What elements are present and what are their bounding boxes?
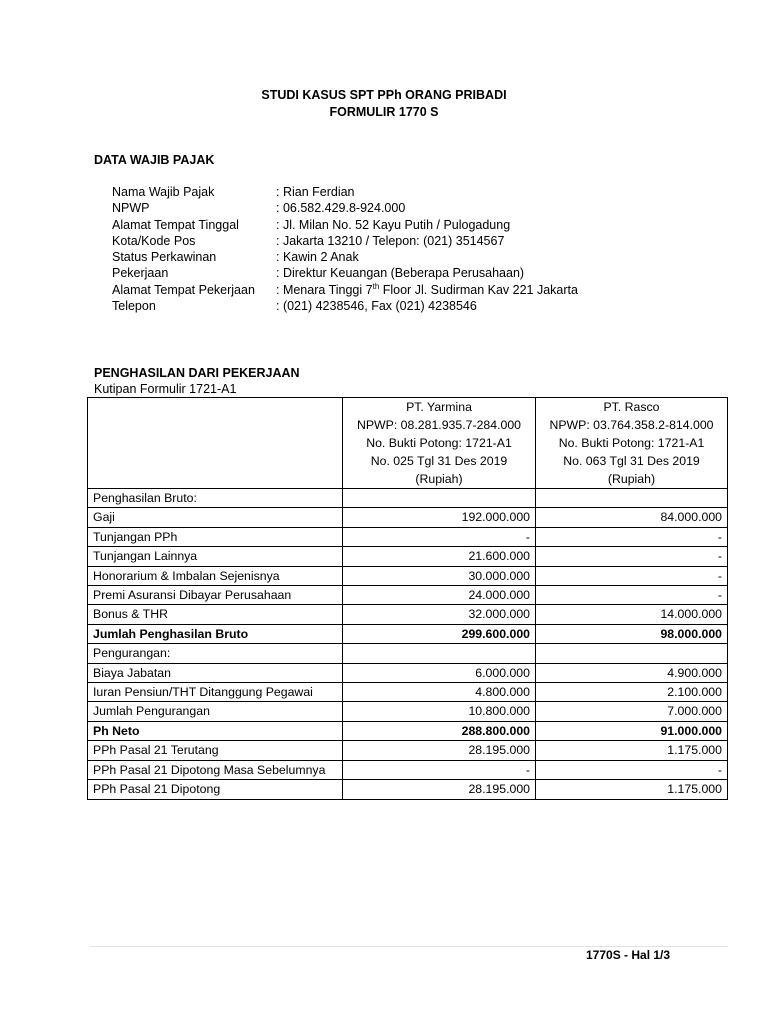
row-value-rasco: 98.000.000 [536, 624, 728, 643]
row-label: Penghasilan Bruto: [88, 489, 343, 508]
header-date: No. 025 Tgl 31 Des 2019 [370, 454, 508, 468]
header-unit: (Rupiah) [607, 472, 656, 486]
info-label: Kota/Kode Pos [112, 233, 196, 248]
info-value: : Rian Ferdian [276, 185, 355, 199]
table-row [88, 566, 728, 585]
row-value-yarmina: 32.000.000 [343, 605, 536, 624]
info-row-kota [112, 233, 578, 249]
row-label: Jumlah Penghasilan Bruto [88, 624, 343, 643]
table-row [88, 760, 728, 779]
row-value-yarmina: - [343, 760, 536, 779]
document-title: STUDI KASUS SPT PPh ORANG PRIBADI [261, 88, 507, 102]
table-row [88, 741, 728, 760]
row-value-rasco: 91.000.000 [536, 721, 728, 740]
row-value-rasco: 2.100.000 [536, 683, 728, 702]
row-label: Ph Neto [88, 721, 343, 740]
row-label: Jumlah Pengurangan [88, 702, 343, 721]
info-label: Alamat Tempat Tinggal [112, 217, 239, 232]
table-row [88, 527, 728, 546]
row-label: Tunjangan Lainnya [88, 547, 343, 566]
header-cell-yarmina [343, 398, 536, 489]
row-value-rasco [536, 644, 728, 663]
info-label: Status Perkawinan [112, 250, 217, 265]
info-value: : (021) 4238546, Fax (021) 4238546 [276, 299, 477, 314]
table-row [88, 644, 728, 663]
income-subheading: Kutipan Formulir 1721-A1 [94, 382, 237, 396]
row-value-yarmina [343, 489, 536, 508]
info-label: Alamat Tempat Pekerjaan [112, 282, 255, 297]
row-label: Tunjangan PPh [88, 527, 343, 546]
row-label: Pengurangan: [88, 644, 343, 663]
row-value-yarmina: - [343, 527, 536, 546]
table-row-total [88, 721, 728, 740]
info-value: : Kawin 2 Anak [276, 250, 359, 265]
row-label: Iuran Pensiun/THT Ditanggung Pegawai [88, 683, 343, 702]
header-npwp: NPWP: 03.764.358.2-814.000 [549, 418, 714, 432]
ordinal-suffix: th [372, 281, 380, 291]
row-value-yarmina: 30.000.000 [343, 566, 536, 585]
row-label: PPh Pasal 21 Terutang [88, 741, 343, 760]
header-company: PT. Yarmina [406, 400, 472, 414]
footer-divider [90, 946, 728, 947]
info-row-alamat [112, 217, 578, 233]
header-npwp: NPWP: 08.281.935.7-284.000 [356, 418, 522, 432]
header-bukti: No. Bukti Potong: 1721-A1 [366, 436, 512, 450]
row-value-yarmina: 4.800.000 [343, 683, 536, 702]
info-value: : 06.582.429.8-924.000 [276, 201, 406, 216]
table-row [88, 586, 728, 605]
header-empty-cell [88, 398, 343, 489]
row-value-yarmina [343, 644, 536, 663]
info-label: Telepon [112, 299, 156, 314]
info-label: Pekerjaan [112, 266, 169, 281]
row-value-yarmina: 288.800.000 [343, 721, 536, 740]
info-row-pekerjaan [112, 265, 578, 281]
table-row-total [88, 624, 728, 643]
table-row [88, 780, 728, 799]
page-footer: 1770S - Hal 1/3 [586, 948, 671, 962]
row-value-rasco: 4.900.000 [536, 663, 728, 682]
row-value-rasco: - [536, 547, 728, 566]
row-label: Honorarium & Imbalan Sejenisnya [88, 566, 343, 585]
info-row-npwp [112, 200, 578, 216]
row-value-rasco: 14.000.000 [536, 605, 728, 624]
header-company: PT. Rasco [603, 400, 660, 414]
row-value-rasco: - [536, 527, 728, 546]
info-row-telepon [112, 298, 578, 314]
table-row [88, 663, 728, 682]
row-value-rasco: 7.000.000 [536, 702, 728, 721]
row-value-yarmina: 299.600.000 [343, 624, 536, 643]
info-value: : Direktur Keuangan (Beberapa Perusahaan) [276, 266, 525, 281]
table-row [88, 702, 728, 721]
info-row-status [112, 249, 578, 265]
row-label: Gaji [88, 508, 343, 527]
row-value-rasco: - [536, 760, 728, 779]
document-subtitle: FORMULIR 1770 S [329, 105, 439, 119]
row-value-yarmina: 6.000.000 [343, 663, 536, 682]
row-value-rasco: - [536, 586, 728, 605]
table-row [88, 547, 728, 566]
wp-heading: DATA WAJIB PAJAK [94, 153, 215, 167]
info-row-nama [112, 184, 578, 200]
row-label: PPh Pasal 21 Dipotong [88, 780, 343, 799]
taxpayer-info [112, 184, 578, 314]
info-value: : Jl. Milan No. 52 Kayu Putih / Pulogadung [276, 217, 511, 232]
table-row [88, 508, 728, 527]
info-value [276, 282, 578, 298]
row-value-rasco: 1.175.000 [536, 780, 728, 799]
table-row [88, 605, 728, 624]
table-header-row [88, 398, 728, 489]
row-value-rasco: 1.175.000 [536, 741, 728, 760]
row-value-rasco: - [536, 566, 728, 585]
row-label: Bonus & THR [88, 605, 343, 624]
info-value: : Jakarta 13210 / Telepon: (021) 3514567 [276, 233, 505, 248]
header-unit: (Rupiah) [415, 472, 463, 486]
header-cell-rasco [536, 398, 728, 489]
info-label: Nama Wajib Pajak [112, 185, 215, 199]
row-value-rasco: 84.000.000 [536, 508, 728, 527]
row-value-yarmina: 192.000.000 [343, 508, 536, 527]
header-date: No. 063 Tgl 31 Des 2019 [563, 454, 700, 468]
header-bukti: No. Bukti Potong: 1721-A1 [558, 436, 705, 450]
row-value-yarmina: 28.195.000 [343, 780, 536, 799]
info-value-part: Floor Jl. Sudirman Kav 221 Jakarta [379, 282, 578, 297]
info-label: NPWP [112, 201, 150, 216]
table-row [88, 683, 728, 702]
income-heading: PENGHASILAN DARI PEKERJAAN [94, 366, 300, 380]
row-label: Premi Asuransi Dibayar Perusahaan [88, 586, 343, 605]
row-value-yarmina: 24.000.000 [343, 586, 536, 605]
row-label: Biaya Jabatan [88, 663, 343, 682]
row-value-yarmina: 28.195.000 [343, 741, 536, 760]
info-value-part: : Menara Tinggi 7 [276, 282, 373, 297]
row-value-rasco [536, 489, 728, 508]
info-row-alamat-kerja [112, 282, 578, 298]
row-value-yarmina: 21.600.000 [343, 547, 536, 566]
income-table [87, 397, 728, 800]
row-value-yarmina: 10.800.000 [343, 702, 536, 721]
table-row [88, 489, 728, 508]
row-label: PPh Pasal 21 Dipotong Masa Sebelumnya [88, 760, 343, 779]
